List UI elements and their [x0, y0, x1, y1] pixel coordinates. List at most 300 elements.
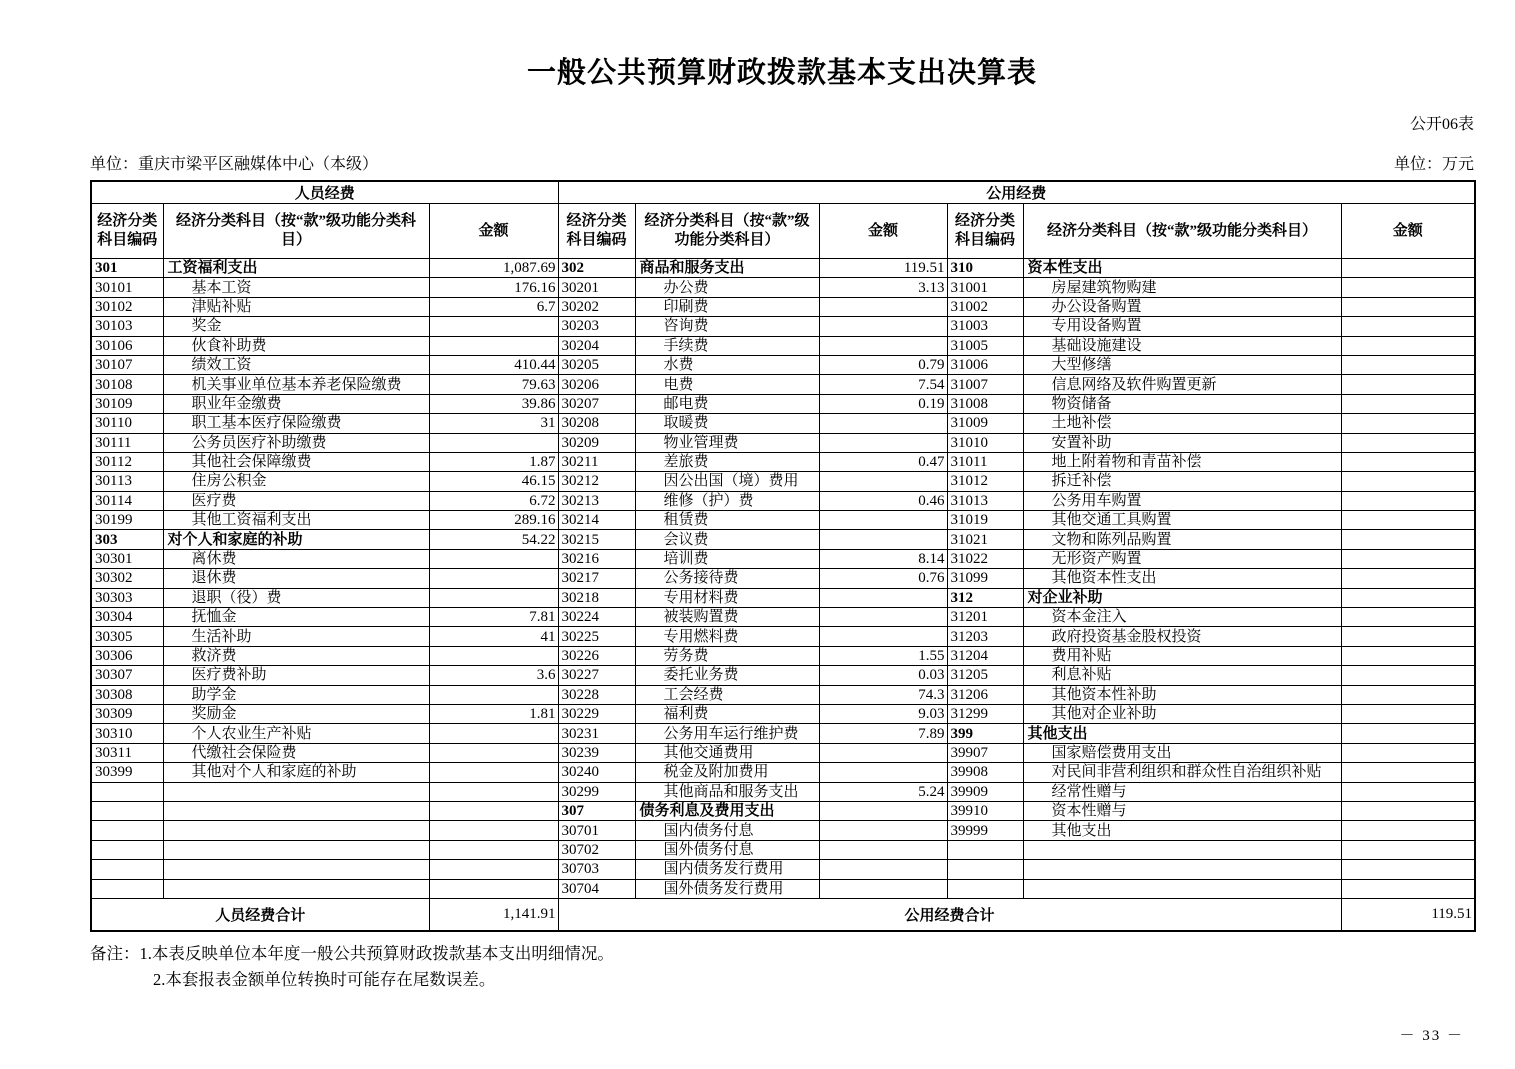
- amount-cell: 1.81: [429, 704, 558, 723]
- page-title: 一般公共预算财政拨款基本支出决算表: [526, 57, 1037, 89]
- code-cell: 30229: [558, 704, 635, 723]
- subject-cell: 其他社会保障缴费: [163, 452, 429, 471]
- subject-cell: 取暖费: [635, 414, 819, 433]
- amount-cell: 39.86: [429, 394, 558, 413]
- table-row: [91, 840, 1475, 859]
- expenditure-table: [90, 180, 1476, 932]
- subject-cell: 离休费: [163, 549, 429, 568]
- subject-cell: 因公出国（境）费用: [635, 472, 819, 491]
- column-header-row: [91, 204, 1475, 259]
- amount-cell: [1341, 743, 1475, 762]
- subject-cell: 物业管理费: [635, 433, 819, 452]
- table-row: [91, 666, 1475, 685]
- subject-cell: 土地补偿: [1023, 414, 1341, 433]
- amount-cell: 0.79: [819, 355, 947, 374]
- subject-cell: 助学金: [163, 685, 429, 704]
- amount-cell: [1341, 491, 1475, 510]
- notes-label: 备注：: [90, 943, 140, 963]
- subject-cell: 税金及附加费用: [635, 763, 819, 782]
- code-cell: 30226: [558, 646, 635, 665]
- subject-cell: [1023, 860, 1341, 879]
- subject-cell: 其他对个人和家庭的补助: [163, 763, 429, 782]
- subject-cell: 国家赔偿费用支出: [1023, 743, 1341, 762]
- code-cell: 30301: [91, 549, 163, 568]
- code-cell: 39999: [947, 821, 1023, 840]
- subject-cell: [163, 860, 429, 879]
- code-cell: 30309: [91, 704, 163, 723]
- subject-cell: [163, 782, 429, 801]
- table-row: [91, 569, 1475, 588]
- subject-cell: 无形资产购置: [1023, 549, 1341, 568]
- code-cell: 31008: [947, 394, 1023, 413]
- subject-cell: 医疗费补助: [163, 666, 429, 685]
- totals-row: [91, 898, 1475, 931]
- amount-cell: [819, 511, 947, 530]
- meta-row: [90, 151, 1474, 174]
- table-row: [91, 297, 1475, 316]
- code-cell: 30399: [91, 763, 163, 782]
- subject-cell: 劳务费: [635, 646, 819, 665]
- code-cell: 307: [558, 801, 635, 820]
- subject-cell: 公务员医疗补助缴费: [163, 433, 429, 452]
- table-row: [91, 530, 1475, 549]
- code-cell: 30302: [91, 569, 163, 588]
- code-cell: 30702: [558, 840, 635, 859]
- subject-cell: 信息网络及软件购置更新: [1023, 375, 1341, 394]
- amount-cell: [819, 821, 947, 840]
- amount-cell: [1341, 297, 1475, 316]
- subject-cell: 咨询费: [635, 317, 819, 336]
- subject-cell: 福利费: [635, 704, 819, 723]
- table-row: [91, 685, 1475, 704]
- code-cell: 30217: [558, 569, 635, 588]
- amount-cell: 1,087.69: [429, 259, 558, 278]
- amount-cell: [429, 549, 558, 568]
- code-cell: 31012: [947, 472, 1023, 491]
- table-body: [91, 259, 1475, 899]
- code-cell: 30231: [558, 724, 635, 743]
- table-row: [91, 414, 1475, 433]
- amount-cell: 74.3: [819, 685, 947, 704]
- amount-cell: 7.81: [429, 608, 558, 627]
- amount-cell: 3.13: [819, 278, 947, 297]
- subject-cell: 租赁费: [635, 511, 819, 530]
- amount-cell: [819, 336, 947, 355]
- subject-cell: 职工基本医疗保险缴费: [163, 414, 429, 433]
- subject-cell: 其他工资福利支出: [163, 511, 429, 530]
- code-cell: 30703: [558, 860, 635, 879]
- code-cell: 30112: [91, 452, 163, 471]
- amount-cell: [1341, 511, 1475, 530]
- table-row: [91, 278, 1475, 297]
- subject-cell: 其他对企业补助: [1023, 704, 1341, 723]
- amount-cell: [819, 530, 947, 549]
- subject-cell: 其他资本性补助: [1023, 685, 1341, 704]
- code-cell: 30208: [558, 414, 635, 433]
- personnel-total-label: 人员经费合计: [91, 898, 429, 931]
- amount-cell: [429, 763, 558, 782]
- subject-cell: 职业年金缴费: [163, 394, 429, 413]
- amount-cell: [819, 763, 947, 782]
- subject-cell: 办公设备购置: [1023, 297, 1341, 316]
- code-cell: 30199: [91, 511, 163, 530]
- code-cell: 31002: [947, 297, 1023, 316]
- amount-cell: [1341, 646, 1475, 665]
- code-cell: 31011: [947, 452, 1023, 471]
- amount-cell: [429, 685, 558, 704]
- code-cell: 31007: [947, 375, 1023, 394]
- code-cell: 31099: [947, 569, 1023, 588]
- table-row: [91, 491, 1475, 510]
- code-cell: 30305: [91, 627, 163, 646]
- subject-cell: 工会经费: [635, 685, 819, 704]
- amount-cell: [429, 782, 558, 801]
- amount-cell: 54.22: [429, 530, 558, 549]
- subject-cell: 其他支出: [1023, 724, 1341, 743]
- subject-cell: 其他商品和服务支出: [635, 782, 819, 801]
- subject-cell: 专用材料费: [635, 588, 819, 607]
- table-row: [91, 782, 1475, 801]
- subject-cell: 公务用车运行维护费: [635, 724, 819, 743]
- amount-cell: [1341, 278, 1475, 297]
- amount-cell: [1341, 336, 1475, 355]
- amount-cell: [1341, 840, 1475, 859]
- code-cell: [91, 782, 163, 801]
- amount-cell: 289.16: [429, 511, 558, 530]
- subject-cell: 奖金: [163, 317, 429, 336]
- subject-cell: 房屋建筑物购建: [1023, 278, 1341, 297]
- amount-cell: [1341, 530, 1475, 549]
- amount-cell: 6.7: [429, 297, 558, 316]
- code-cell: [91, 879, 163, 898]
- code-cell: 31021: [947, 530, 1023, 549]
- code-cell: [91, 860, 163, 879]
- page-number: － 33 －: [1399, 1028, 1464, 1044]
- code-cell: 30704: [558, 879, 635, 898]
- code-cell: 30224: [558, 608, 635, 627]
- subject-cell: 专用燃料费: [635, 627, 819, 646]
- amount-cell: [1341, 588, 1475, 607]
- group-header-personnel: 人员经费: [91, 181, 558, 204]
- code-cell: 30211: [558, 452, 635, 471]
- table-row: [91, 608, 1475, 627]
- amount-cell: 31: [429, 414, 558, 433]
- subject-cell: 救济费: [163, 646, 429, 665]
- personnel-total-amount: 1,141.91: [429, 898, 558, 931]
- subject-cell: 债务利息及费用支出: [635, 801, 819, 820]
- note-1: 1.本表反映单位本年度一般公共预算财政拨款基本支出明细情况。: [139, 943, 614, 963]
- code-cell: 31010: [947, 433, 1023, 452]
- column-header-amount-3: 金额: [1341, 204, 1475, 259]
- subject-cell: 基本工资: [163, 278, 429, 297]
- amount-cell: [1341, 355, 1475, 374]
- subject-cell: 手续费: [635, 336, 819, 355]
- code-cell: 30215: [558, 530, 635, 549]
- subject-cell: 委托业务费: [635, 666, 819, 685]
- subject-cell: 资本性支出: [1023, 259, 1341, 278]
- subject-cell: 维修（护）费: [635, 491, 819, 510]
- amount-cell: [1341, 375, 1475, 394]
- group-header-public: 公用经费: [558, 181, 1475, 204]
- amount-cell: [1341, 259, 1475, 278]
- code-cell: 30227: [558, 666, 635, 685]
- amount-cell: 46.15: [429, 472, 558, 491]
- subject-cell: 机关事业单位基本养老保险缴费: [163, 375, 429, 394]
- subject-cell: 医疗费: [163, 491, 429, 510]
- amount-cell: [1341, 879, 1475, 898]
- amount-cell: [819, 433, 947, 452]
- note-2: 2.本套报表金额单位转换时可能存在尾数误差。: [153, 970, 496, 990]
- group-header-row: [91, 181, 1475, 204]
- amount-cell: [1341, 724, 1475, 743]
- amount-cell: [1341, 414, 1475, 433]
- subject-cell: 公务接待费: [635, 569, 819, 588]
- amount-cell: [819, 317, 947, 336]
- subject-cell: 大型修缮: [1023, 355, 1341, 374]
- amount-cell: 1.55: [819, 646, 947, 665]
- subject-cell: 对个人和家庭的补助: [163, 530, 429, 549]
- subject-cell: 绩效工资: [163, 355, 429, 374]
- subject-cell: 对企业补助: [1023, 588, 1341, 607]
- subject-cell: 其他交通费用: [635, 743, 819, 762]
- subject-cell: [163, 879, 429, 898]
- subject-cell: 费用补贴: [1023, 646, 1341, 665]
- org-unit-label: 单位：重庆市梁平区融媒体中心（本级）: [90, 156, 379, 173]
- table-row: [91, 452, 1475, 471]
- amount-cell: 1.87: [429, 452, 558, 471]
- amount-cell: 7.54: [819, 375, 947, 394]
- subject-cell: 地上附着物和青苗补偿: [1023, 452, 1341, 471]
- code-cell: 30110: [91, 414, 163, 433]
- amount-cell: [429, 821, 558, 840]
- code-cell: 30101: [91, 278, 163, 297]
- amount-cell: [1341, 685, 1475, 704]
- amount-cell: [819, 608, 947, 627]
- amount-cell: [1341, 317, 1475, 336]
- table-row: [91, 588, 1475, 607]
- column-header-code-1: 经济分类科目编码: [91, 204, 163, 259]
- table-row: [91, 472, 1475, 491]
- subject-cell: 奖励金: [163, 704, 429, 723]
- code-cell: 30216: [558, 549, 635, 568]
- code-cell: 30102: [91, 297, 163, 316]
- subject-cell: 工资福利支出: [163, 259, 429, 278]
- amount-cell: 79.63: [429, 375, 558, 394]
- code-cell: 30205: [558, 355, 635, 374]
- amount-cell: 6.72: [429, 491, 558, 510]
- code-cell: 30311: [91, 743, 163, 762]
- amount-cell: [1341, 627, 1475, 646]
- amount-cell: [1341, 821, 1475, 840]
- subject-cell: 其他交通工具购置: [1023, 511, 1341, 530]
- amount-cell: [429, 569, 558, 588]
- table-row: [91, 259, 1475, 278]
- code-cell: 30202: [558, 297, 635, 316]
- table-row: [91, 375, 1475, 394]
- amount-cell: [819, 627, 947, 646]
- code-cell: 30212: [558, 472, 635, 491]
- amount-cell: 9.03: [819, 704, 947, 723]
- code-cell: 31003: [947, 317, 1023, 336]
- subject-cell: 其他资本性支出: [1023, 569, 1341, 588]
- subject-cell: 会议费: [635, 530, 819, 549]
- document-page: [90, 0, 1474, 1044]
- code-cell: 30225: [558, 627, 635, 646]
- code-cell: 30111: [91, 433, 163, 452]
- column-header-code-2: 经济分类科目编码: [558, 204, 635, 259]
- amount-cell: 0.46: [819, 491, 947, 510]
- subject-cell: 文物和陈列品购置: [1023, 530, 1341, 549]
- amount-cell: 119.51: [819, 259, 947, 278]
- code-cell: 31006: [947, 355, 1023, 374]
- amount-cell: 3.6: [429, 666, 558, 685]
- note-line-1: [90, 941, 1474, 967]
- subject-cell: 政府投资基金股权投资: [1023, 627, 1341, 646]
- code-cell: 30106: [91, 336, 163, 355]
- code-cell: 30307: [91, 666, 163, 685]
- code-cell: 303: [91, 530, 163, 549]
- table-row: [91, 860, 1475, 879]
- amount-cell: [1341, 608, 1475, 627]
- code-cell: 30304: [91, 608, 163, 627]
- code-cell: 39910: [947, 801, 1023, 820]
- subject-cell: 退职（役）费: [163, 588, 429, 607]
- code-cell: 30701: [558, 821, 635, 840]
- code-cell: 31205: [947, 666, 1023, 685]
- code-cell: 30303: [91, 588, 163, 607]
- currency-unit-label: 单位：万元: [1393, 156, 1474, 173]
- amount-cell: [429, 879, 558, 898]
- amount-cell: [1341, 394, 1475, 413]
- table-row: [91, 627, 1475, 646]
- subject-cell: [163, 801, 429, 820]
- amount-cell: [819, 588, 947, 607]
- code-cell: 31013: [947, 491, 1023, 510]
- code-cell: 30214: [558, 511, 635, 530]
- column-header-code-3: 经济分类科目编码: [947, 204, 1023, 259]
- code-cell: 31019: [947, 511, 1023, 530]
- subject-cell: 国外债务发行费用: [635, 879, 819, 898]
- table-code-label: 公开06表: [1409, 116, 1474, 133]
- amount-cell: 0.47: [819, 452, 947, 471]
- subject-cell: 差旅费: [635, 452, 819, 471]
- table-row: [91, 317, 1475, 336]
- table-row: [91, 743, 1475, 762]
- code-cell: 30201: [558, 278, 635, 297]
- subject-cell: 抚恤金: [163, 608, 429, 627]
- subject-cell: 对民间非营利组织和群众性自治组织补贴: [1023, 763, 1341, 782]
- subject-cell: 经常性赠与: [1023, 782, 1341, 801]
- code-cell: [947, 879, 1023, 898]
- subject-cell: 物资储备: [1023, 394, 1341, 413]
- amount-cell: [1341, 472, 1475, 491]
- code-cell: 30206: [558, 375, 635, 394]
- code-cell: 30103: [91, 317, 163, 336]
- code-cell: 30240: [558, 763, 635, 782]
- table-row: [91, 511, 1475, 530]
- subject-cell: 住房公积金: [163, 472, 429, 491]
- subject-cell: [1023, 840, 1341, 859]
- subject-cell: 安置补助: [1023, 433, 1341, 452]
- subject-cell: [163, 840, 429, 859]
- amount-cell: [819, 414, 947, 433]
- subject-cell: 专用设备购置: [1023, 317, 1341, 336]
- amount-cell: 41: [429, 627, 558, 646]
- amount-cell: [429, 840, 558, 859]
- column-header-amount-2: 金额: [819, 204, 947, 259]
- code-cell: [91, 840, 163, 859]
- subject-cell: 资本性赠与: [1023, 801, 1341, 820]
- amount-cell: 0.76: [819, 569, 947, 588]
- subject-cell: 商品和服务支出: [635, 259, 819, 278]
- code-cell: 31201: [947, 608, 1023, 627]
- amount-cell: [819, 743, 947, 762]
- amount-cell: 7.89: [819, 724, 947, 743]
- amount-cell: [429, 646, 558, 665]
- subject-cell: 被装购置费: [635, 608, 819, 627]
- subject-cell: 国内债务付息: [635, 821, 819, 840]
- amount-cell: [1341, 782, 1475, 801]
- code-cell: 30109: [91, 394, 163, 413]
- table-row: [91, 355, 1475, 374]
- subject-cell: 代缴社会保险费: [163, 743, 429, 762]
- amount-cell: [819, 472, 947, 491]
- code-cell: 31203: [947, 627, 1023, 646]
- subject-cell: 生活补助: [163, 627, 429, 646]
- table-row: [91, 879, 1475, 898]
- amount-cell: 176.16: [429, 278, 558, 297]
- amount-cell: [1341, 801, 1475, 820]
- code-cell: 39909: [947, 782, 1023, 801]
- public-total-label: 公用经费合计: [558, 898, 1341, 931]
- subject-cell: 培训费: [635, 549, 819, 568]
- subject-cell: 伙食补助费: [163, 336, 429, 355]
- column-header-subject-2: 经济分类科目（按“款”级功能分类科目）: [635, 204, 819, 259]
- subject-cell: 退休费: [163, 569, 429, 588]
- subject-cell: [163, 821, 429, 840]
- amount-cell: [1341, 549, 1475, 568]
- code-cell: [947, 860, 1023, 879]
- code-cell: 30306: [91, 646, 163, 665]
- amount-cell: [819, 840, 947, 859]
- table-row: [91, 763, 1475, 782]
- code-cell: 312: [947, 588, 1023, 607]
- table-row: [91, 394, 1475, 413]
- subject-cell: 拆迁补偿: [1023, 472, 1341, 491]
- code-cell: 30107: [91, 355, 163, 374]
- code-cell: 31204: [947, 646, 1023, 665]
- amount-cell: [1341, 452, 1475, 471]
- amount-cell: [429, 743, 558, 762]
- amount-cell: [429, 860, 558, 879]
- subject-cell: 国内债务发行费用: [635, 860, 819, 879]
- code-cell: 30213: [558, 491, 635, 510]
- code-cell: 399: [947, 724, 1023, 743]
- code-cell: [91, 821, 163, 840]
- code-cell: 310: [947, 259, 1023, 278]
- table-row: [91, 704, 1475, 723]
- amount-cell: 5.24: [819, 782, 947, 801]
- amount-cell: 0.03: [819, 666, 947, 685]
- amount-cell: [429, 801, 558, 820]
- code-cell: 30113: [91, 472, 163, 491]
- amount-cell: 8.14: [819, 549, 947, 568]
- subject-cell: 利息补贴: [1023, 666, 1341, 685]
- subject-cell: 邮电费: [635, 394, 819, 413]
- subject-cell: 国外债务付息: [635, 840, 819, 859]
- table-row: [91, 549, 1475, 568]
- amount-cell: [429, 588, 558, 607]
